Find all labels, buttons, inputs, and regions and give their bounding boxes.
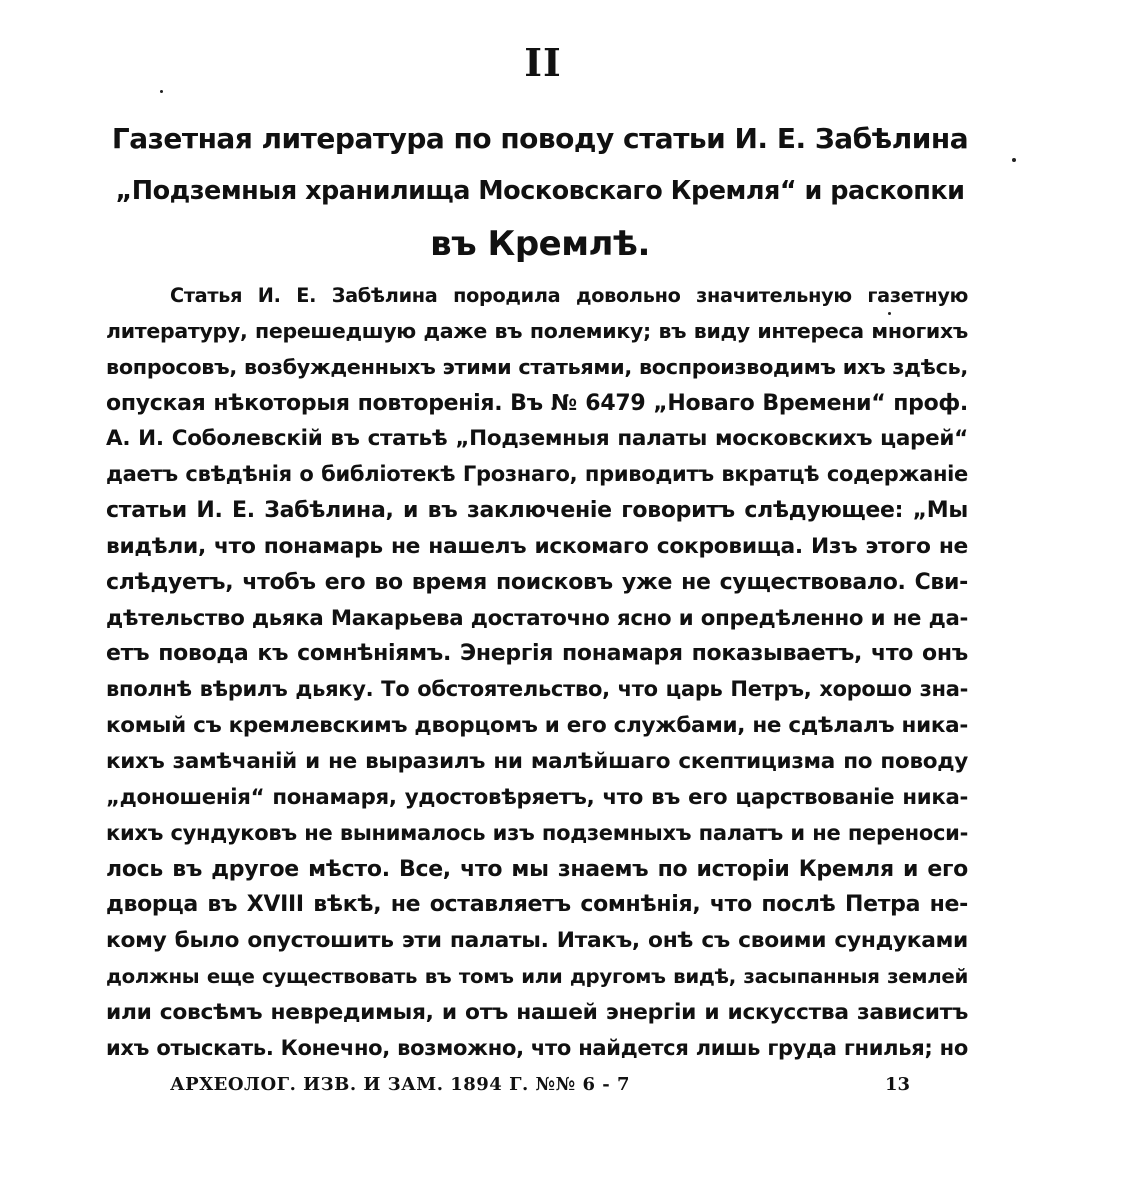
signature-mark: АРХЕОЛОГ. ИЗВ. И ЗАМ. 1894 Г. №№ 6 - 7	[170, 1074, 630, 1095]
body-line: комый съ кремлевскимъ дворцомъ и его службами, не сдѣлалъ ника-	[106, 713, 968, 739]
page-footer	[170, 1070, 910, 1100]
page-number: 13	[884, 1074, 910, 1095]
chapter-title	[110, 112, 970, 271]
body-line: дѣтельство дьяка Макарьева достаточно ясно и опредѣленно и не да-	[106, 605, 968, 631]
chapter-numeral: II	[524, 40, 562, 85]
body-line: слѣдуетъ, чтобъ его во время поисковъ уже не существовало. Сви-	[106, 569, 968, 595]
body-line: етъ повода къ сомнѣніямъ. Энергія понамаря показываетъ, что онъ	[106, 641, 968, 667]
body-line: кому было опустошить эти палаты. Итакъ, онѣ съ своими сундуками	[106, 928, 968, 954]
body-line: кихъ замѣчаній и не выразилъ ни малѣйшаго скептицизма по поводу	[106, 748, 968, 774]
body-line: вопросовъ, возбужденныхъ этими статьями, воспроизводимъ ихъ здѣсь,	[106, 354, 968, 379]
body-line: „доношенія“ понамаря, удостовѣряетъ, что въ его царствованіе ника-	[106, 784, 968, 810]
title-line: въ Кремлѣ.	[430, 224, 650, 264]
body-line: литературу, перешедшую даже въ полемику; въ виду интереса многихъ	[106, 318, 968, 343]
print-speck	[160, 90, 163, 93]
body-line: Статья И. Е. Забѣлина породила довольно значительную газетную	[170, 284, 968, 307]
body-line: вполнѣ вѣрилъ дьяку. То обстоятельство, что царь Петръ, хорошо зна-	[106, 677, 968, 702]
body-line: дворца въ XVIII вѣкѣ, не оставляетъ сомнѣнія, что послѣ Петра не-	[106, 892, 968, 918]
print-speck	[1012, 158, 1016, 162]
body-line: даетъ свѣдѣнія о библіотекѣ Грознаго, приводитъ вкратцѣ содержаніе	[106, 462, 968, 487]
body-line: или совсѣмъ невредимыя, и отъ нашей энергіи и искусства зависитъ	[106, 999, 968, 1025]
body-line: кихъ сундуковъ не вынималось изъ подземныхъ палатъ и не переноси-	[106, 820, 968, 845]
body-line: статьи И. Е. Забѣлина, и въ заключеніе говоритъ слѣдующее: „Мы	[106, 498, 968, 524]
body-line: А. И. Соболевскій въ статьѣ „Подземныя палаты московскихъ царей“	[106, 426, 968, 452]
body-line: должны еще существовать въ томъ или другомъ видѣ, засыпанныя землей	[106, 965, 968, 989]
body-text	[106, 278, 968, 1067]
title-line: Газетная литература по поводу статьи И. Е. Забѣлина	[111, 122, 969, 155]
body-line: лось въ другое мѣсто. Все, что мы знаемъ по исторіи Кремля и его	[106, 856, 968, 882]
body-line: опуская нѣкоторыя повторенія. Въ № 6479 „Новаго Времени“ проф.	[106, 390, 968, 416]
print-speck	[888, 312, 891, 315]
body-line: ихъ отыскать. Конечно, возможно, что найдется лишь груда гнилья; но	[106, 1035, 968, 1060]
body-line: видѣли, что понамарь не нашелъ искомаго сокровища. Изъ этого не	[106, 533, 968, 559]
title-line: „Подземныя хранилища Московскаго Кремля“ и раскопки	[115, 176, 965, 206]
